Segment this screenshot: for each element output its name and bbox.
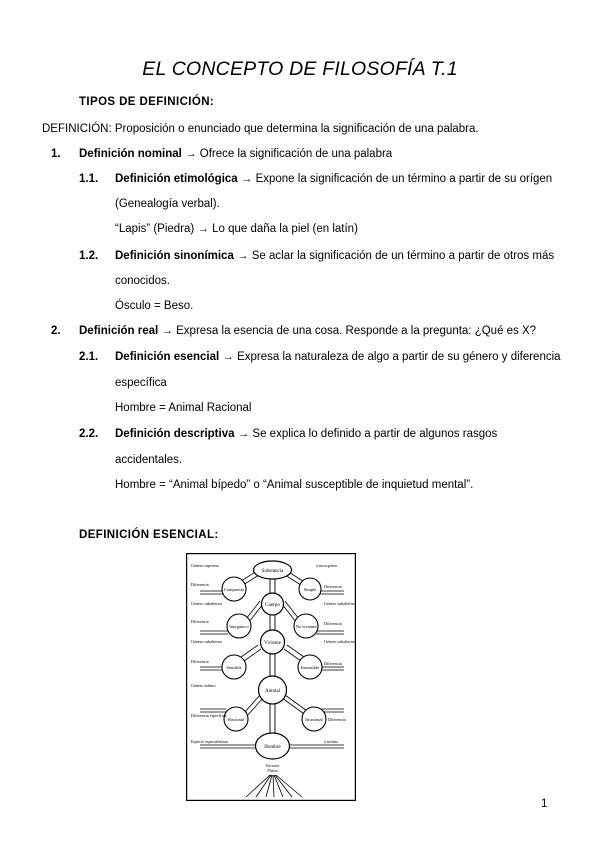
trunk-node <box>256 733 290 759</box>
definition-term: Definición descriptiva <box>115 428 235 440</box>
definition-item <box>115 173 552 185</box>
node-label: Racional <box>228 717 244 722</box>
tree-label: Género subalterno <box>324 639 355 644</box>
node-label: Simple <box>303 587 317 592</box>
definition-text: → Se explica lo definido a partir de algunos rasgos <box>234 428 498 440</box>
root-label: etc. <box>269 773 276 778</box>
tree-label: Género supremo <box>191 563 219 568</box>
page-title: EL CONCEPTO DE FILOSOFÍA T.1 <box>142 58 458 80</box>
definition-example: Hombre = “Animal bípedo” o “Animal susceptible de inquietud mental”. <box>115 479 474 491</box>
tree-label: Diferencia <box>328 717 346 722</box>
right-node <box>302 707 326 731</box>
tree-label: Género ínfimo <box>191 683 216 688</box>
left-node <box>224 707 248 731</box>
tree-label: Diferencia <box>324 661 342 666</box>
trunk-label: Viviente <box>264 641 281 646</box>
tree-label: Género subalterno <box>191 601 222 606</box>
tree-label: Género subalterno <box>191 639 222 644</box>
definition-continuation: accidentales. <box>115 454 183 466</box>
porphyrian-tree-figure <box>186 553 356 801</box>
definition-text: → Ofrece la significación de una palabra <box>181 148 393 160</box>
tree-label: Género subalterno <box>324 601 355 606</box>
definition-item <box>79 325 536 337</box>
definition-term: Definición esencial <box>115 351 220 363</box>
trunk-label: Hombre <box>264 745 281 750</box>
tree-label: Diferencia <box>191 659 209 664</box>
trunk-node <box>254 561 292 579</box>
node-label: Insensible <box>300 665 320 670</box>
right-node <box>299 578 321 600</box>
trunk-label: Cuerpo <box>265 603 280 608</box>
definition-term: Definición etimológica <box>115 173 238 185</box>
definition-text: → Expresa la esencia de una cosa. Responde a la pregunta: ¿Qué es X? <box>158 325 537 337</box>
definition-item <box>115 351 561 363</box>
definition-text: → Expone la significación de un término a partir de su orígen <box>237 173 553 185</box>
tree-label: Diferencia <box>324 584 342 589</box>
definition-continuation: conocidos. <box>115 275 170 287</box>
definition-term: Definición nominal <box>79 148 182 160</box>
right-node <box>294 614 318 638</box>
definicion-line: DEFINICIÓN: Proposición o enunciado que determina la significación de una palabra. <box>42 123 479 135</box>
item-number: 2.1. <box>79 351 99 363</box>
trunk-label: Animal <box>265 689 280 694</box>
definition-text: → Se aclar la significación de un término a partir de otros más <box>233 250 555 262</box>
page-number: 1 <box>541 798 548 810</box>
node-label: No viviente <box>295 624 317 629</box>
tree-label: Diferencia <box>191 619 209 624</box>
trunk-node <box>259 676 287 704</box>
definition-example: “Lapis” (Piedra) → Lo que daña la piel (en latín) <box>115 223 358 235</box>
node-label: Irracional <box>305 717 323 722</box>
definition-example: Hombre = Animal Racional <box>115 402 252 414</box>
definition-continuation: específica <box>115 377 167 389</box>
definition-example: Ósculo = Beso. <box>115 300 194 312</box>
definition-term: Definición real <box>79 325 159 337</box>
node-label: Sensible <box>226 665 242 670</box>
definition-item <box>79 148 392 160</box>
tree-label: Especie especialísima <box>191 739 228 744</box>
left-node <box>222 577 246 601</box>
root-label: Sócrates <box>265 763 280 768</box>
item-number: 2.2. <box>79 428 99 440</box>
tipos-heading: TIPOS DE DEFINICIÓN: <box>79 96 215 108</box>
tree-label: Diferencia <box>191 582 209 587</box>
tree-label: o ínfimo <box>324 739 339 744</box>
esencial-heading: DEFINICIÓN ESENCIAL: <box>79 529 219 541</box>
trunk-node <box>262 593 284 615</box>
item-number: 1.2. <box>79 250 99 262</box>
definition-item <box>115 428 497 440</box>
definition-item <box>115 250 554 262</box>
left-node <box>227 614 251 638</box>
root-label: Platón <box>267 768 278 773</box>
trunk-node <box>261 630 285 654</box>
left-node <box>222 655 246 679</box>
tree-label: Diferencia específica <box>191 713 227 718</box>
tree-label: o incorpóreo <box>316 563 338 568</box>
tree-label: Diferencia <box>324 621 342 626</box>
node-label: Compuesto <box>223 587 245 592</box>
definition-term: Definición sinonímica <box>115 250 234 262</box>
item-number: 1. <box>51 148 61 160</box>
definition-continuation: (Genealogía verbal). <box>115 198 220 210</box>
item-number: 2. <box>51 325 61 337</box>
item-number: 1.1. <box>79 173 99 185</box>
definition-text: → Expresa la naturaleza de algo a partir de su género y diferencia <box>219 351 561 363</box>
trunk-label: Substancia <box>261 569 284 574</box>
right-node <box>298 655 322 679</box>
node-label: Inorgánico <box>229 624 249 629</box>
